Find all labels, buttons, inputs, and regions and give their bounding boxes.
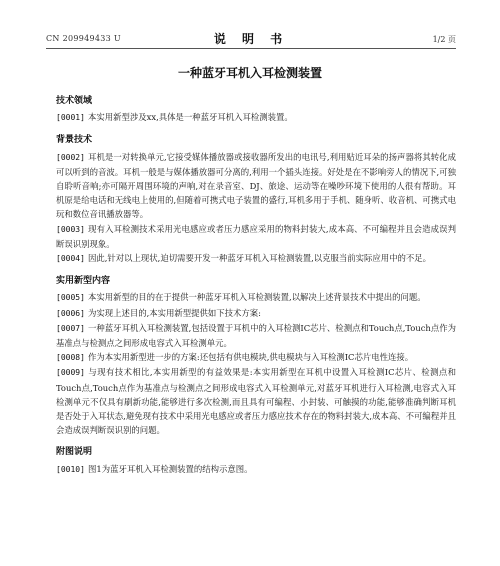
paragraph-text: 图1为蓝牙耳机入耳检测装置的结构示意图。 bbox=[88, 463, 253, 474]
paragraph-number: [0010] bbox=[56, 464, 85, 474]
paragraph bbox=[56, 321, 456, 350]
paragraph bbox=[56, 306, 456, 321]
paragraph-text: 因此,针对以上现状,迫切需要开发一种蓝牙耳机入耳检测装置,以克服当前实际应用中的不足。 bbox=[88, 253, 431, 264]
patent-number: CN 209949433 U bbox=[46, 34, 121, 43]
document-body bbox=[56, 90, 456, 477]
document-type: 说 明 书 bbox=[213, 32, 289, 46]
section-heading: 技术领域 bbox=[56, 96, 93, 106]
document-title: 一种蓝牙耳机入耳检测装置 bbox=[177, 66, 322, 80]
paragraph-number: [0008] bbox=[56, 353, 85, 363]
paragraph bbox=[56, 290, 456, 305]
paragraph-number: [0002] bbox=[56, 152, 85, 162]
page-number: 1/2 页 bbox=[432, 35, 456, 44]
paragraph-number: [0003] bbox=[56, 224, 85, 234]
paragraph-text: 一种蓝牙耳机入耳检测装置,包括设置于耳机中的入耳检测IC芯片、检测点和Touch点,Touch点作为基准点与检测点之间形成电容式入耳检测单元。 bbox=[56, 322, 456, 349]
paragraph-number: [0007] bbox=[56, 323, 85, 333]
paragraph-text: 作为本实用新型进一步的方案:还包括有供电模块,供电模块与入耳检测IC芯片电性连接。 bbox=[88, 352, 414, 363]
paragraph-text: 本实用新型的目的在于提供一种蓝牙耳机入耳检测装置,以解决上述背景技术中提出的问题。 bbox=[88, 292, 426, 303]
paragraph bbox=[56, 350, 456, 365]
paragraph bbox=[56, 462, 456, 477]
paragraph bbox=[56, 365, 456, 437]
paragraph bbox=[56, 150, 456, 222]
paragraph-number: [0004] bbox=[56, 254, 85, 264]
paragraph-text: 耳机是一对转换单元,它接受媒体播放器或接收器所发出的电讯号,利用贴近耳朵的扬声器将其转化成可以听到的音波。耳机一般是与媒体播放器可分离的,利用一个插头连接。好处是在不影响旁人的情况下,可独自聆听音响;亦可隔开周围环境的声响,对在录音室、DJ、旅途、运动等在噪吵环境下使用的人很有帮助。耳机原是给电话和无线电上使用的,但随着可携式电子装置的盛行,耳机多用于手机、随身听、收音机、可携式电玩和数位音讯播放器等。 bbox=[56, 151, 456, 220]
paragraph bbox=[56, 222, 456, 251]
paragraph-number: [0009] bbox=[56, 368, 85, 378]
page-header bbox=[46, 30, 456, 46]
paragraph-number: [0005] bbox=[56, 293, 85, 303]
section-heading: 实用新型内容 bbox=[56, 276, 111, 287]
paragraph bbox=[56, 110, 456, 125]
header-rule bbox=[46, 48, 456, 49]
paragraph-number: [0006] bbox=[56, 308, 85, 318]
paragraph-number: [0001] bbox=[56, 113, 85, 123]
paragraph-text: 与现有技术相比,本实用新型的有益效果是:本实用新型在耳机中设置入耳检测IC芯片、检测点和Touch点,Touch点作为基准点与检测点之间形成电容式入耳检测单元,对蓝牙耳机进行入耳检测,电容式入耳检测单元不仅具有刷新功能,能够进行多次检测,而且具有可编程、小封装、可触摸的功能,能够准确判断耳机是否处于入耳状态,避免现有技术中采用光电感应或者压力感应技术存在的物料封装大,成本高、不可编程并且会造成误判断误识别的问题。 bbox=[56, 367, 456, 436]
paragraph-text: 现有入耳检测技术采用光电感应或者压力感应采用的物料封装大,成本高、不可编程并且会造成误判断误识别现象。 bbox=[56, 223, 456, 249]
section-heading: 附图说明 bbox=[56, 447, 93, 458]
section-heading: 背景技术 bbox=[56, 135, 93, 146]
paragraph-text: 为实现上述目的,本实用新型提供如下技术方案: bbox=[88, 307, 261, 318]
paragraph bbox=[56, 251, 456, 266]
paragraph-text: 本实用新型涉及xx,具体是一种蓝牙耳机入耳检测装置。 bbox=[88, 112, 293, 123]
